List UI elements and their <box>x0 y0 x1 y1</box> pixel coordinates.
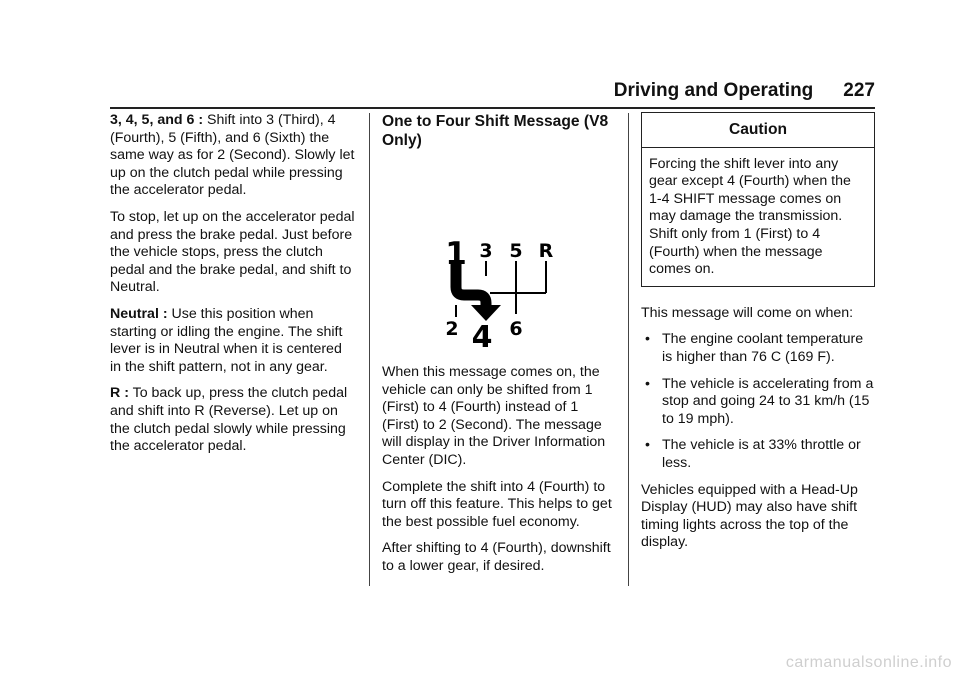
gear-label-5: 5 <box>509 240 523 262</box>
term-neutral: Neutral : <box>110 305 168 322</box>
gear-label-r: R <box>538 240 554 262</box>
column-divider-2 <box>628 113 629 586</box>
paragraph-message: When this message comes on, the vehicle can only be shifted from 1 (First) to 4 (Fourth) instead of 1 (First) to 2 (Second). The message will display in the Driver Information Center (DIC). <box>382 364 606 468</box>
column-left <box>110 112 355 465</box>
text-reverse: To back up, press the clutch pedal and shift into R (Reverse). Let up on the clutch pedal slowly while pressing the accelerator pedal. <box>110 385 348 455</box>
gear-label-6: 6 <box>509 318 523 340</box>
column-middle <box>382 112 616 585</box>
bullet-text: The vehicle is at 33% throttle or less. <box>662 437 861 471</box>
caution-title: Caution <box>642 113 874 148</box>
gear-label-1: 1 <box>445 236 467 272</box>
list-item <box>641 376 875 429</box>
section-heading: One to Four Shift Message (V8 Only) <box>382 113 609 149</box>
term-reverse: R : <box>110 385 129 402</box>
column-right <box>641 112 875 561</box>
paragraph-hud: Vehicles equipped with a Head-Up Display (HUD) may also have shift timing lights across the top of the display. <box>641 481 858 551</box>
text-neutral: Use this position when starting or idling the engine. The shift lever is in Neutral when it is centered in the shift pattern, not in any gear. <box>110 305 343 375</box>
page-header <box>0 80 875 102</box>
bullet-marker: • <box>645 437 650 454</box>
section-title: Driving and Operating <box>613 80 814 101</box>
header-rule <box>110 107 875 109</box>
caution-box <box>641 112 875 287</box>
paragraph-3456 <box>110 112 355 200</box>
shift-pattern-svg <box>382 159 616 364</box>
list-item <box>641 437 875 472</box>
paragraph-stop: To stop, let up on the accelerator pedal and press the brake pedal. Just before the vehicle stops, press the clutch pedal and the brake pedal, and shift to Neutral. <box>110 208 355 296</box>
bullet-marker: • <box>645 331 650 348</box>
gear-label-4: 4 <box>471 320 493 355</box>
text-3456: Shift into 3 (Third), 4 (Fourth), 5 (Fifth), and 6 (Sixth) the same way as for 2 (Second). Slowly let up on the clutch pedal while pressing the accelerator pedal. <box>110 112 355 199</box>
bullet-text: The vehicle is accelerating from a stop and going 24 to 31 km/h (15 to 19 mph). <box>662 375 874 427</box>
paragraph-intro: This message will come on when: <box>641 304 854 321</box>
list-item <box>641 331 875 366</box>
term-3456: 3, 4, 5, and 6 : <box>110 112 204 128</box>
watermark: carmanualsonline.info <box>785 654 952 671</box>
caution-text: Forcing the shift lever into any gear except 4 (Fourth) when the 1-4 SHIFT message comes on may damage the transmission. Shift only from 1 (First) to 4 (Fourth) when the message comes on. <box>649 155 851 278</box>
paragraph-downshift: After shifting to 4 (Fourth), downshift to a lower gear, if desired. <box>382 540 611 574</box>
one-to-four-arrow-head <box>471 305 501 321</box>
shift-pattern-diagram <box>382 159 616 364</box>
bullet-marker: • <box>645 375 650 392</box>
page-number: 227 <box>843 80 875 101</box>
gear-label-3: 3 <box>479 240 493 262</box>
column-divider-1 <box>369 113 370 586</box>
paragraph-complete: Complete the shift into 4 (Fourth) to turn off this feature. This helps to get the best possible fuel economy. <box>382 478 612 530</box>
gear-label-2: 2 <box>445 318 459 340</box>
paragraph-neutral <box>110 306 355 376</box>
bullet-text: The engine coolant temperature is higher than 76 C (169 F). <box>662 331 864 365</box>
paragraph-reverse <box>110 385 355 455</box>
